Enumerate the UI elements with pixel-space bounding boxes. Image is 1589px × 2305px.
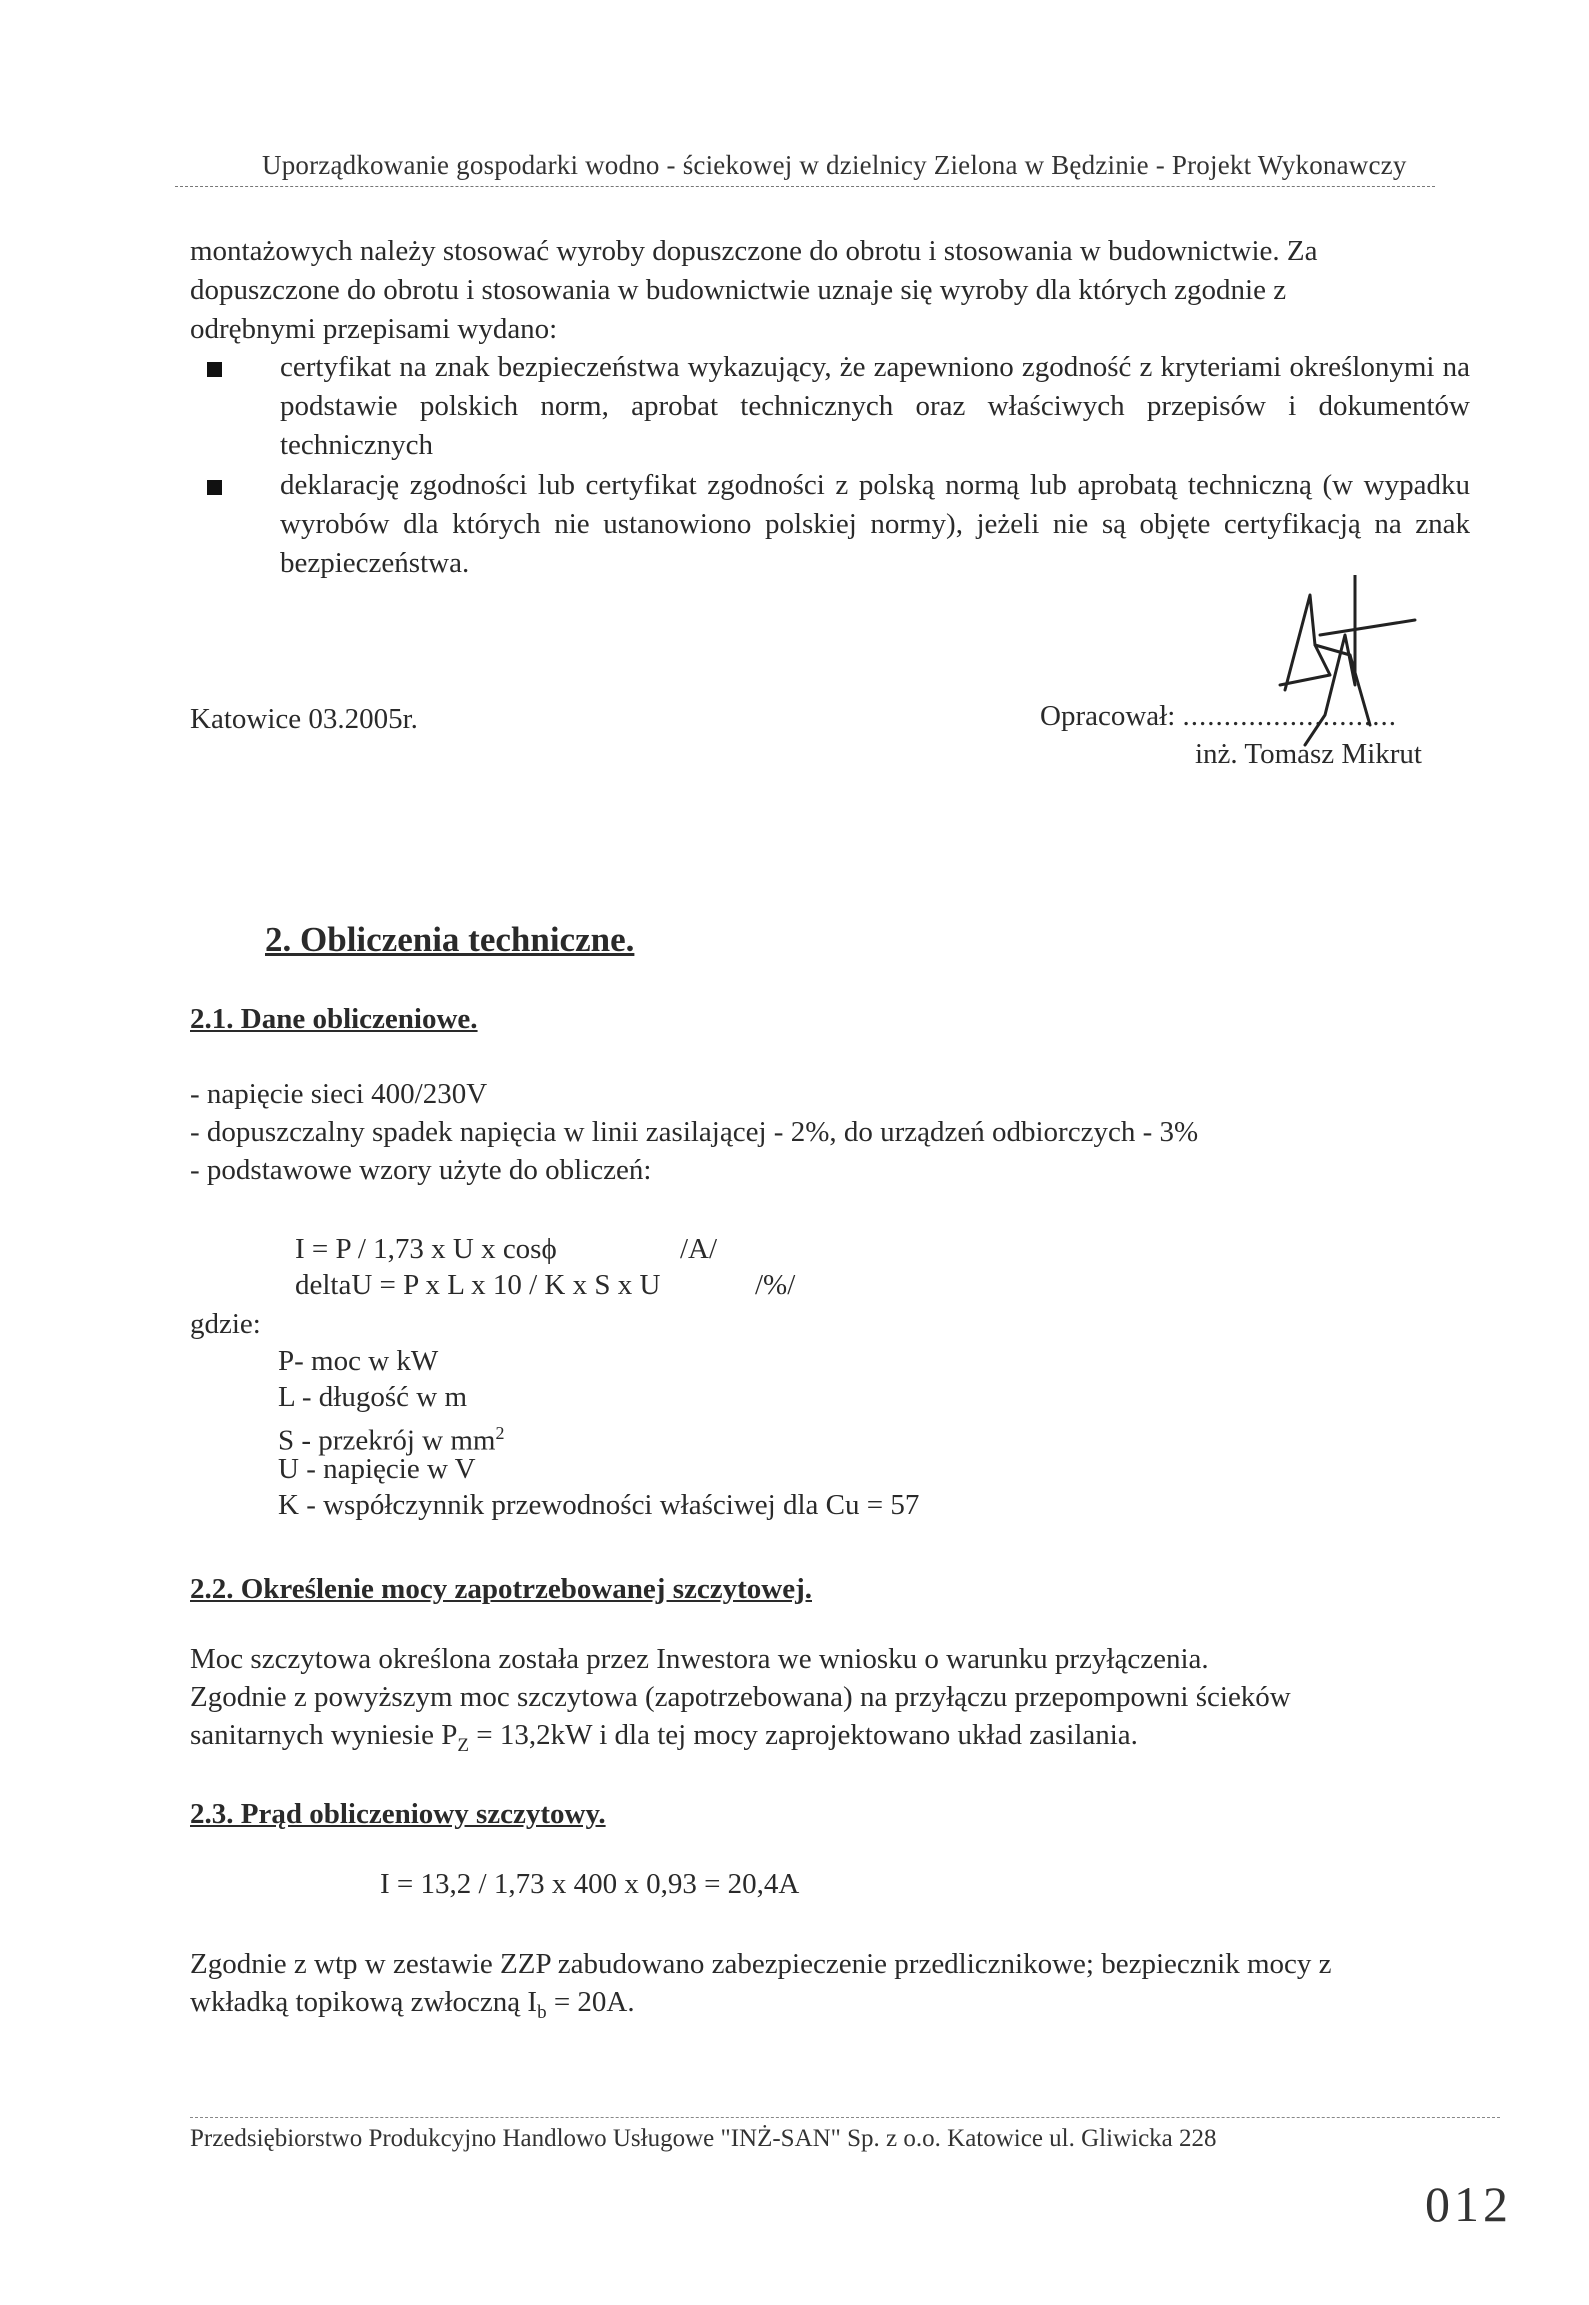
subscript-z: Z — [457, 1734, 469, 1756]
page-number: 012 — [1425, 2176, 1512, 2232]
legend-conductivity: K - współczynnik przewodności właściwej dla Cu = 57 — [278, 1489, 920, 1521]
legend-length: L - długość w m — [278, 1381, 468, 1413]
legend-power: P- moc w kW — [278, 1345, 439, 1377]
s23-line-2: wkładką topikową zwłoczną $I_b = 20A$. — [190, 1986, 635, 2023]
data-item-3: - podstawowe wzory użyte do obliczeń: — [190, 1154, 652, 1186]
superscript-2: 2 — [495, 1423, 505, 1443]
section-2-1-title: 2.1. Dane obliczeniowe. — [190, 1003, 478, 1035]
intro-line-3: odrębnymi przepisami wydano: — [190, 313, 558, 345]
s22-line-2: Zgodnie z powyższym moc szczytowa (zapotrzebowana) na przyłączu przepompowni ścieków — [190, 1681, 1291, 1713]
page-header: Uporządkowanie gospodarki wodno - ściekowej w dzielnicy Zielona w Będzinie - Projekt Wykonawczy — [262, 150, 1407, 180]
bullet-marker-2 — [207, 480, 222, 495]
s22-line-3: sanitarnych wyniesie $P_Z = 13,2kW$ i dla tej mocy zaprojektowano układ zasilania. — [190, 1719, 1138, 1756]
formula-peak-current: I = 13,2 / 1,73 x 400 x 0,93 = 20,4A — [380, 1868, 800, 1900]
s23-line-1: Zgodnie z wtp w zestawie ZZP zabudowano zabezpieczenie przedlicznikowe; bezpiecznik mocy z — [190, 1948, 1332, 1980]
section-2-3-title: 2.3. Prąd obliczeniowy szczytowy. — [190, 1798, 606, 1830]
author-name: inż. Tomasz Mikrut — [1195, 738, 1422, 770]
formula-current-unit: /A/ — [680, 1233, 718, 1265]
signature-image — [1255, 575, 1455, 755]
bullet-marker-1 — [207, 362, 222, 377]
legend-voltage: U - napięcie w V — [278, 1453, 476, 1485]
formula-voltage-drop-unit: /%/ — [755, 1269, 796, 1301]
s22-line-1: Moc szczytowa określona została przez Inwestora we wniosku o warunku przyłączenia. — [190, 1643, 1209, 1675]
bullet-item-2: deklarację zgodności lub certyfikat zgodności z polską normą lub aprobatą techniczną (w wypadku wyrobów dla których nie ustanowiono polskiej normy), jeżeli nie są objęte certyfikacją na znak bezpieczeństwa. — [280, 469, 1470, 579]
place-date: Katowice 03.2005r. — [190, 703, 418, 735]
legend-cross-section: S - przekrój w $mm^2$ — [278, 1423, 505, 1457]
intro-line-2: dopuszczone do obrotu i stosowania w budownictwie uznaje się wyroby dla których zgodnie z — [190, 274, 1287, 306]
where-label: gdzie: — [190, 1308, 261, 1340]
page-footer: Przedsiębiorstwo Produkcyjno Handlowo Usługowe "INŻ-SAN" Sp. z o.o. Katowice ul. Gliwicka 228 — [190, 2125, 1217, 2152]
section-2-2-title: 2.2. Określenie mocy zapotrzebowanej szczytowej. — [190, 1573, 812, 1605]
data-item-1: - napięcie sieci 400/230V — [190, 1078, 488, 1110]
formula-voltage-drop: deltaU = P x L x 10 / K x S x U — [295, 1269, 661, 1301]
data-item-2: - dopuszczalny spadek napięcia w linii zasilającej - 2%, do urządzeń odbiorczych - 3% — [190, 1116, 1199, 1148]
intro-line-1: montażowych należy stosować wyroby dopuszczone do obrotu i stosowania w budownictwie. Za — [190, 235, 1318, 267]
bullet-item-1: certyfikat na znak bezpieczeństwa wykazujący, że zapewniono zgodność z kryteriami określonymi na podstawie polskich norm, aprobat technicznych oraz właściwych przepisów i dokumentów technicznych — [280, 351, 1470, 461]
prepared-dots: .......................... — [1182, 700, 1398, 732]
formula-current: I = P / 1,73 x U x cosϕ — [295, 1233, 557, 1265]
section-2-title: 2. Obliczenia techniczne. — [265, 920, 635, 959]
prepared-label: Opracował: — [1040, 700, 1176, 732]
footer-rule — [190, 2117, 1500, 2118]
subscript-b: b — [537, 2001, 547, 2023]
header-rule — [175, 186, 1435, 187]
